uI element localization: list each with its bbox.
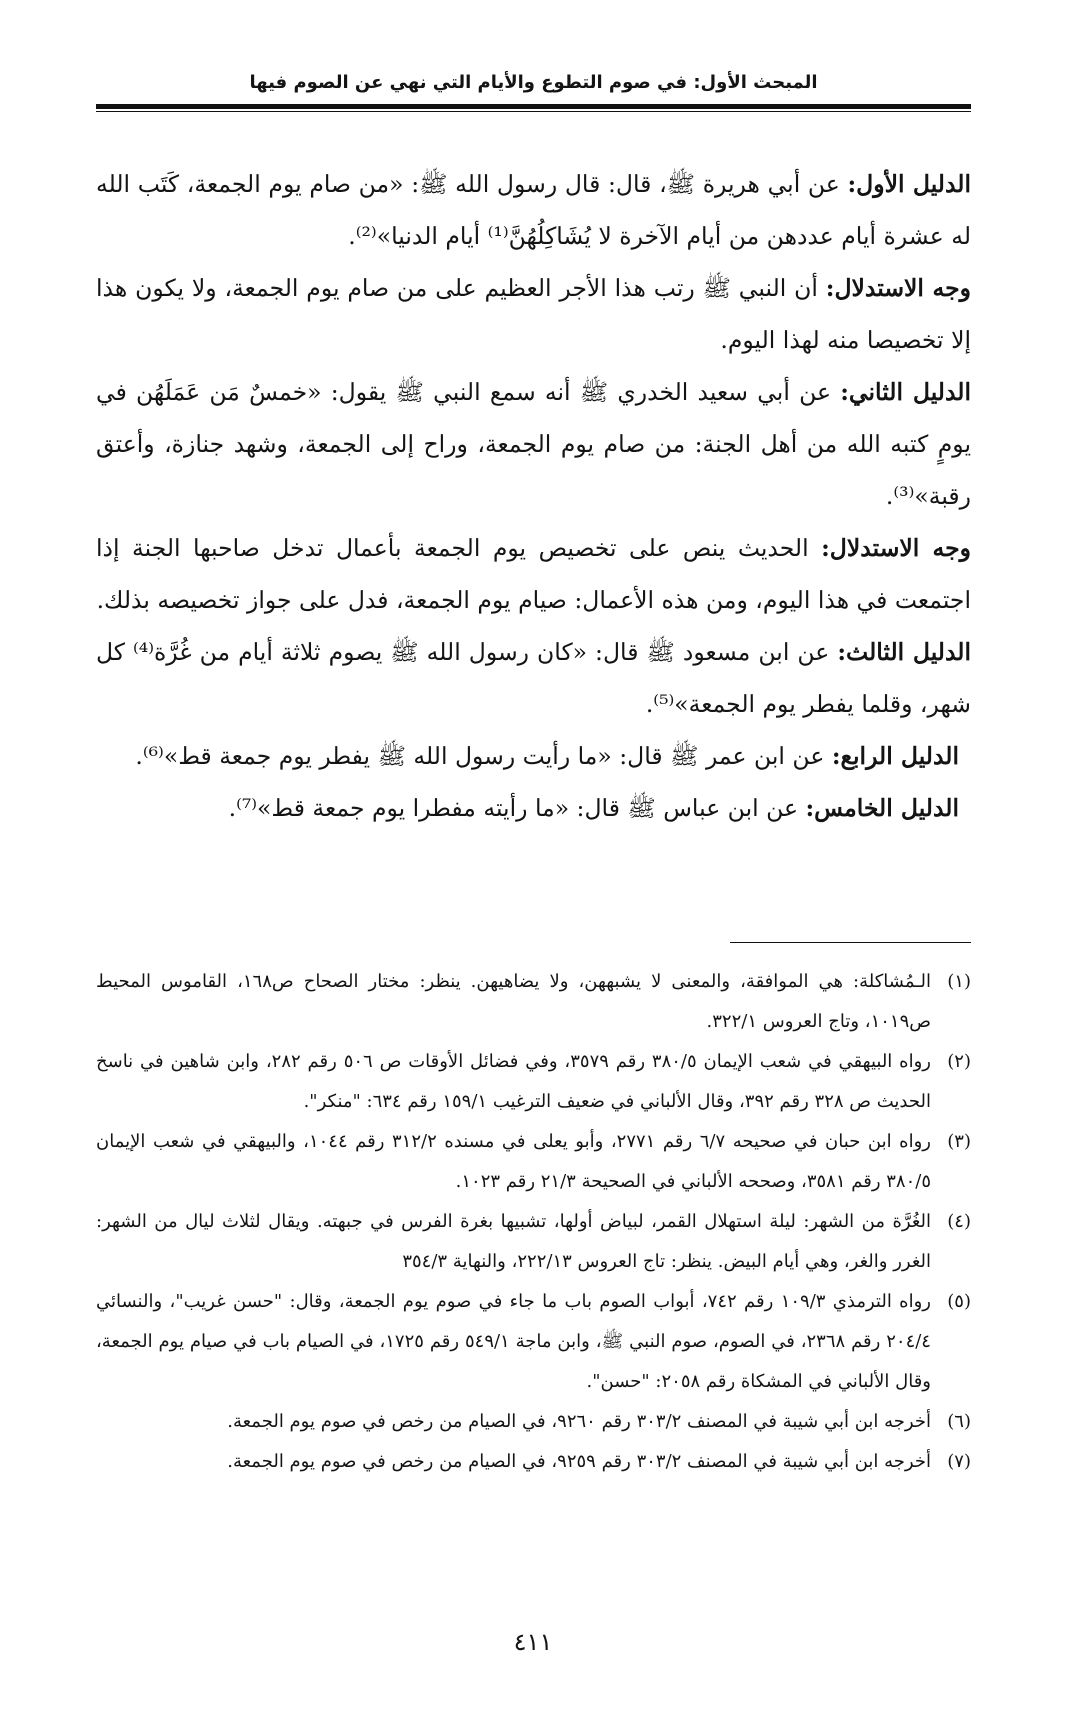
footnote-text: رواه البيهقي في شعب الإيمان ٣٨٠/٥ رقم ٣٥٧٩، وفي فضائل الأوقات ص ٥٠٦ رقم ٢٨٢، وابن شاهين في ناسخ الحديث ص ٣٢٨ رقم ٣٩٢، وقال الألباني في ضعيف الترغيب ١٥٩/١ رقم ٦٣٤: "منكر". bbox=[96, 1051, 931, 1112]
footnote bbox=[96, 962, 971, 1042]
paragraph-inference-1 bbox=[96, 262, 971, 366]
footnote bbox=[96, 1042, 971, 1122]
footnote-number: (٤) bbox=[947, 1211, 971, 1232]
paragraph-text: عن ابن عباس ﷺ قال: «ما رأيته مفطرا يوم جمعة قط»⁽⁷⁾. bbox=[228, 794, 806, 822]
page-number: ٤١١ bbox=[513, 1628, 553, 1656]
paragraph-evidence-5 bbox=[96, 782, 971, 834]
footnote-number: (٢) bbox=[947, 1051, 971, 1072]
footnote-text: أخرجه ابن أبي شيبة في المصنف ٣٠٣/٢ رقم ٩٢٥٩، في الصيام من رخص في صوم يوم الجمعة. bbox=[227, 1451, 931, 1472]
evidence-label: الدليل الأول: bbox=[847, 170, 971, 198]
main-text bbox=[96, 158, 971, 834]
footnote-number: (٦) bbox=[947, 1411, 971, 1432]
paragraph-evidence-1 bbox=[96, 158, 971, 262]
footnote-text: رواه ابن حبان في صحيحه ٦/٧ رقم ٢٧٧١، وأبو يعلى في مسنده ٣١٢/٢ رقم ١٠٤٤، والبيهقي في شعب الإيمان ٣٨٠/٥ رقم ٣٥٨١، وصححه الألباني في الصحيحة ٢١/٣ رقم ١٠٢٣. bbox=[96, 1131, 931, 1192]
footnote-number: (٧) bbox=[947, 1451, 971, 1472]
footnote-separator bbox=[730, 942, 971, 943]
paragraph-evidence-3 bbox=[96, 626, 971, 730]
paragraph-inference-2 bbox=[96, 522, 971, 626]
running-title: المبحث الأول: في صوم التطوع والأيام التي نهي عن الصوم فيها bbox=[249, 72, 818, 93]
paragraph-text: عن ابن عمر ﷺ قال: «ما رأيت رسول الله ﷺ يفطر يوم جمعة قط»⁽⁶⁾. bbox=[135, 742, 832, 770]
footnote bbox=[96, 1122, 971, 1202]
footnote-text: الـمُشاكلة: هي الموافقة، والمعنى لا يشبههن، ولا يضاهيهن. ينظر: مختار الصحاح ص١٦٨، القاموس المحيط ص١٠١٩، وتاج العروس ٣٢٢/١. bbox=[96, 971, 931, 1032]
paragraph-evidence-4 bbox=[96, 730, 971, 782]
footnote-number: (١) bbox=[947, 971, 971, 992]
inference-label: وجه الاستدلال: bbox=[825, 274, 972, 302]
footnote-number: (٥) bbox=[947, 1291, 971, 1312]
footnote bbox=[96, 1442, 971, 1482]
footnote-number: (٣) bbox=[947, 1131, 971, 1152]
footnote bbox=[96, 1202, 971, 1282]
evidence-label: الدليل الثاني: bbox=[840, 378, 971, 406]
paragraph-text: أن النبي ﷺ رتب هذا الأجر العظيم على من صام يوم الجمعة، ولا يكون هذا إلا تخصيصا منه لهذا اليوم. bbox=[96, 274, 971, 354]
evidence-label: الدليل الثالث: bbox=[837, 638, 971, 666]
evidence-label: الدليل الرابع: bbox=[831, 742, 959, 770]
paragraph-text: عن ابن مسعود ﷺ قال: «كان رسول الله ﷺ يصوم ثلاثة أيام من غُرَّة⁽⁴⁾ كل شهر، وقلما يفطر يوم الجمعة»⁽⁵⁾. bbox=[96, 638, 971, 718]
footnotes bbox=[96, 962, 971, 1482]
paragraph-text: عن أبي سعيد الخدري ﷺ أنه سمع النبي ﷺ يقول: «خمسٌ مَن عَمَلَهُن في يومٍ كتبه الله من أهل الجنة: من صام يوم الجمعة، وراح إلى الجمعة، وشهد جنازة، وأعتق رقبة»⁽³⁾. bbox=[96, 378, 971, 510]
footnote-text: أخرجه ابن أبي شيبة في المصنف ٣٠٣/٢ رقم ٩٢٦٠، في الصيام من رخص في صوم يوم الجمعة. bbox=[227, 1411, 931, 1432]
paragraph-text: الحديث ينص على تخصيص يوم الجمعة بأعمال تدخل صاحبها الجنة إذا اجتمعت في هذا اليوم، ومن هذه الأعمال: صيام يوم الجمعة، فدل على جواز تخصيصه بذلك. bbox=[96, 534, 971, 614]
evidence-label: الدليل الخامس: bbox=[805, 794, 959, 822]
paragraph-evidence-2 bbox=[96, 366, 971, 522]
header-rule bbox=[96, 104, 971, 109]
header-rule-thin bbox=[96, 111, 971, 112]
footnote bbox=[96, 1282, 971, 1402]
inference-label: وجه الاستدلال: bbox=[821, 534, 971, 562]
paragraph-text: عن أبي هريرة ﷺ، قال: قال رسول الله ﷺ: «من صام يوم الجمعة، كَتَب الله له عشرة أيام عددهن من أيام الآخرة لا يُشَاكِلُهُنَّ⁽¹⁾ أيام الدنيا»⁽²⁾. bbox=[96, 170, 971, 250]
footnote-text: رواه الترمذي ١٠٩/٣ رقم ٧٤٢، أبواب الصوم باب ما جاء في صوم يوم الجمعة، وقال: "حسن غريب"، والنسائي ٢٠٤/٤ رقم ٢٣٦٨، في الصوم، صوم النبي ﷺ، وابن ماجة ٥٤٩/١ رقم ١٧٢٥، في الصيام باب في صيام يوم الجمعة، وقال الألباني في المشكاة رقم ٢٠٥٨: "حسن". bbox=[96, 1291, 931, 1392]
footnote bbox=[96, 1402, 971, 1442]
footnote-text: الغُرَّة من الشهر: ليلة استهلال القمر، لبياض أولها، تشبيها بغرة الفرس في جبهته. ويقال لثلاث ليال من الشهر: الغرر والغر، وهي أيام البيض. ينظر: تاج العروس ٢٢٢/١٣، والنهاية ٣٥٤/٣ bbox=[96, 1211, 931, 1272]
